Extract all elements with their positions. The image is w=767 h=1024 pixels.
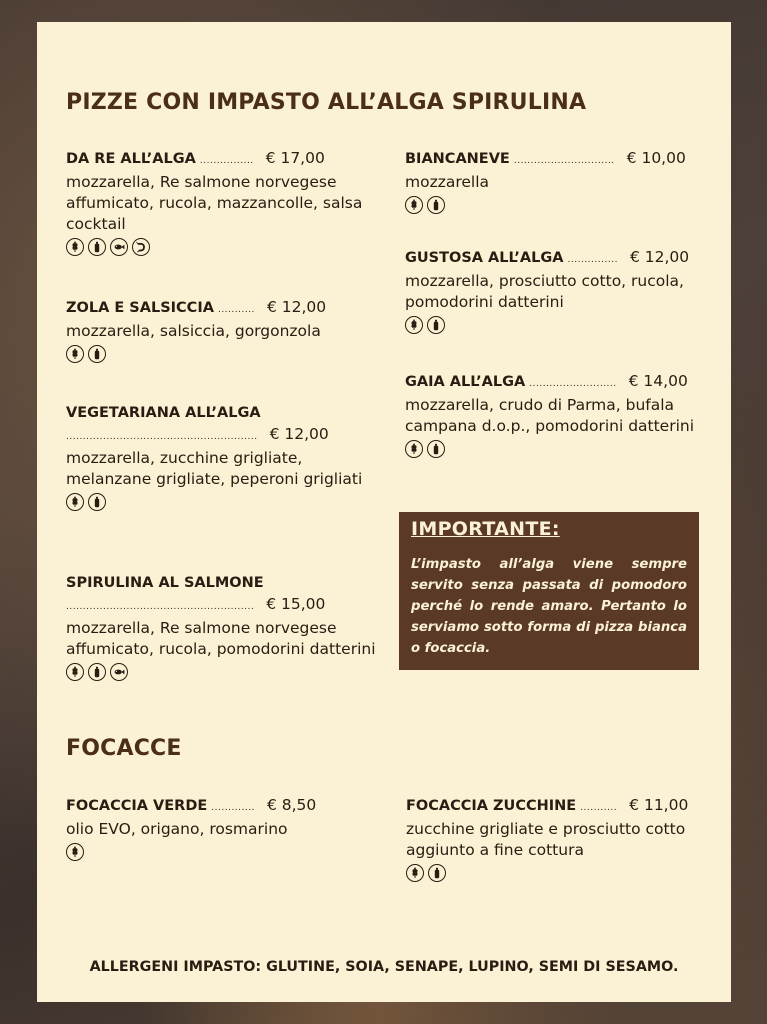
menu-item-description: olio EVO, origano, rosmarino [66, 820, 288, 838]
section-title-pizze: PIZZE CON IMPASTO ALL’ALGA SPIRULINA [66, 90, 587, 115]
menu-item-header [405, 148, 725, 172]
soy-bottle-icon [88, 493, 106, 511]
allergens-note: ALLERGENI IMPASTO: GLUTINE, SOIA, SENAPE, LUPINO, SEMI DI SESAMO. [89, 959, 679, 975]
menu-item-leader-dots: ............. [211, 803, 255, 813]
menu-item [405, 148, 725, 214]
wheat-icon [66, 238, 84, 256]
menu-item [66, 572, 376, 681]
menu-item-name: FOCACCIA ZUCCHINE [406, 798, 577, 814]
soy-bottle-icon [427, 316, 445, 334]
wheat-icon [406, 864, 424, 882]
wheat-icon [405, 196, 423, 214]
menu-item-leader-dots: ................ [199, 156, 254, 166]
menu-item [405, 371, 725, 458]
menu-item-name: VEGETARIANA ALL’ALGA [66, 405, 261, 421]
menu-item-name: GUSTOSA ALL’ALGA [405, 250, 564, 266]
allergen-icons [66, 843, 376, 861]
soy-bottle-icon [428, 864, 446, 882]
menu-item-price: € 11,00 [629, 796, 689, 814]
shrimp-icon [132, 238, 150, 256]
menu-item-price: € 8,50 [266, 796, 317, 814]
wheat-icon [405, 316, 423, 334]
menu-item [66, 795, 376, 861]
menu-item-name: ZOLA E SALSICCIA [66, 300, 214, 316]
wheat-icon [66, 843, 84, 861]
menu-item-leader-dots: ........... [217, 305, 255, 315]
soy-bottle-icon [427, 196, 445, 214]
allergen-icons [66, 663, 376, 681]
menu-item-name: GAIA ALL’ALGA [405, 374, 526, 390]
wheat-icon [66, 345, 84, 363]
menu-item-header [405, 247, 725, 271]
menu-sheet [37, 22, 731, 1002]
menu-item-description: mozzarella, Re salmone norvegese affumicato, rucola, pomodorini datterini [66, 619, 376, 658]
soy-bottle-icon [88, 345, 106, 363]
allergen-icons [405, 196, 725, 214]
menu-item-leader-dots: ........................................................ [66, 602, 255, 612]
menu-item-price-line [66, 594, 376, 618]
menu-item-price: € 15,00 [266, 595, 326, 613]
menu-item-header [66, 148, 376, 172]
soy-bottle-icon [88, 238, 106, 256]
menu-item-leader-dots: ......................................................... [66, 432, 258, 442]
menu-item-price: € 10,00 [626, 149, 686, 167]
allergen-icons [405, 316, 725, 334]
menu-item-leader-dots: ............... [567, 255, 618, 265]
fish-icon [110, 663, 128, 681]
wheat-icon [405, 440, 423, 458]
important-title: IMPORTANTE: [411, 518, 560, 540]
menu-item [66, 148, 376, 256]
wheat-icon [66, 493, 84, 511]
allergen-icons [405, 440, 725, 458]
menu-item-name: BIANCANEVE [405, 151, 510, 167]
menu-item [405, 247, 725, 334]
menu-item-price-line [66, 424, 376, 448]
menu-item-leader-dots: .......................... [529, 379, 617, 389]
menu-item-price: € 12,00 [269, 425, 329, 443]
menu-item-leader-dots: ........... [580, 803, 618, 813]
soy-bottle-icon [427, 440, 445, 458]
menu-item [66, 297, 376, 363]
allergen-icons [66, 345, 376, 363]
menu-item-description: mozzarella, zucchine grigliate, melanzane grigliate, peperoni grigliati [66, 449, 363, 488]
menu-item-price: € 14,00 [628, 372, 688, 390]
menu-item [406, 795, 726, 882]
menu-item-description: mozzarella, prosciutto cotto, rucola, pomodorini datterini [405, 272, 684, 311]
menu-item-description: mozzarella, Re salmone norvegese affumicato, rucola, mazzancolle, salsa cocktail [66, 173, 363, 233]
menu-item-price: € 12,00 [266, 298, 327, 316]
section-title-focacce: FOCACCE [66, 736, 182, 761]
important-text: L’impasto all’alga viene sempre servito senza passata di pomodoro perché lo rende amaro. Pertanto lo serviamo sotto forma di pizza bianca o focaccia. [411, 557, 687, 656]
menu-item-leader-dots: .............................. [513, 156, 615, 166]
menu-item-price: € 17,00 [265, 149, 325, 167]
soy-bottle-icon [88, 663, 106, 681]
menu-item-header [405, 371, 725, 395]
important-notice [399, 512, 699, 670]
allergen-icons [406, 864, 726, 882]
menu-item-description: mozzarella, salsiccia, gorgonzola [66, 322, 321, 340]
menu-item-header [66, 795, 376, 819]
menu-item-header [406, 795, 726, 819]
menu-item-header [66, 297, 376, 321]
menu-item-description: mozzarella, crudo di Parma, bufala campana d.o.p., pomodorini datterini [405, 396, 695, 435]
menu-item-name: DA RE ALL’ALGA [66, 151, 196, 167]
wheat-icon [66, 663, 84, 681]
menu-item-name: FOCACCIA VERDE [66, 798, 208, 814]
menu-item-description: zucchine grigliate e prosciutto cotto aggiunto a fine cottura [406, 820, 686, 859]
fish-icon [110, 238, 128, 256]
menu-item-price: € 12,00 [629, 248, 690, 266]
allergen-icons [66, 493, 376, 511]
allergen-icons [66, 238, 376, 256]
menu-item [66, 402, 376, 511]
menu-item-name: SPIRULINA AL SALMONE [66, 575, 264, 591]
menu-item-description: mozzarella [405, 173, 490, 191]
